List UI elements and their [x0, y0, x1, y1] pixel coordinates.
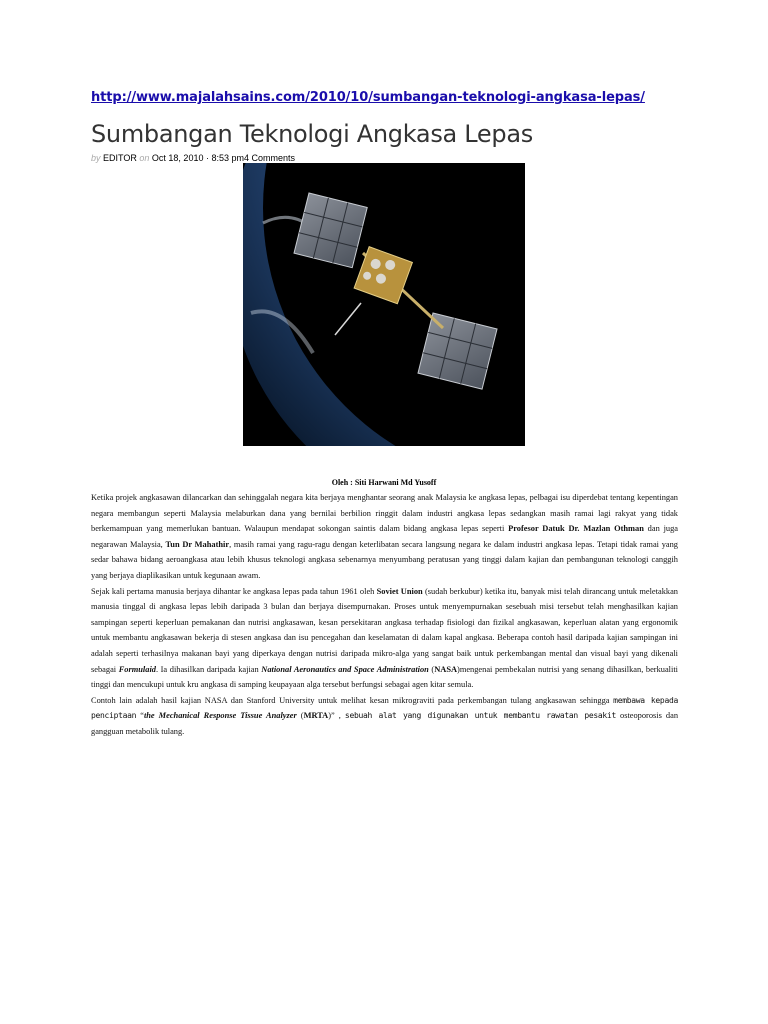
text-run: Contoh lain adalah hasil kajian NASA dan Stanford University untuk melihat kesan mikrograviti pada perkembangan tulang angkasawan sehingga: [91, 695, 614, 705]
text-run: )mengenai pembekalan nutrisi yang senang dihasilkan, berkualiti tinggi dan mencukupi untuk kru angkasa di samping keupayaan alga tersebut berfungsi sebagai agen kitar semula.: [91, 664, 678, 690]
article-meta: [91, 153, 295, 163]
meta-comments-link[interactable]: 4 Comments: [243, 153, 296, 163]
bold-name: Soviet Union: [376, 586, 423, 596]
article-byline: Oleh : Siti Harwani Md Yusoff: [331, 478, 437, 487]
meta-by: by: [91, 153, 101, 163]
text-run: . Ia dihasilkan daripada kajian: [155, 664, 262, 674]
text-run: (sudah berkubur) ketika itu, banyak misi telah dirancang untuk meletakkan manusia tinggal di angkasa lepas lebih daripada 3 bulan dan berjaya disempurnakan. Proses untuk menyempurnakan sesebuah misi tersebut telah menghasilkan kajian sampingan seperti keperluan pemakanan dan nutrisi angkasawan, kesan persekitaran angkasa terhadap fisiologi dan fizikal angkasawan, keperluan alatan yang ergonomik untuk membantu angkasawan bekerja di stesen angkasa dan isu pencegahan dan keselamatan di dalam kapal angkasa. Beberapa contoh hasil daripada kajian sampingan ini adalah seperti terhasilnya makanan bayi yang diperkaya dengan nutrisi daripada mikro-alga yang sangat baik untuk perkembangan mental dan visual bayi yang dikenali sebagai: [91, 586, 678, 674]
bold-name: MRTA: [303, 711, 329, 721]
paragraph-3: [91, 693, 678, 740]
meta-author-link[interactable]: EDITOR: [103, 153, 137, 163]
text-run: )” ,: [328, 711, 345, 721]
text-run: (: [428, 664, 435, 674]
bold-italic-term: the Mechanical Response Tissue Analyzer: [143, 711, 297, 721]
article-body: [91, 490, 678, 740]
bold-italic-term: National Aeronautics and Space Administration: [261, 664, 429, 674]
satellite-earth-illustration: [243, 163, 525, 446]
bold-italic-term: Formulaid: [118, 664, 156, 674]
paragraph-1: [91, 490, 678, 584]
bold-name: Tun Dr Mahathir: [165, 539, 230, 549]
article-title: Sumbangan Teknologi Angkasa Lepas: [91, 120, 533, 148]
text-run: (: [296, 711, 304, 721]
text-run: osteoporosis dan gangguan metabolik tulang.: [91, 711, 679, 736]
text-run: dan juga negarawan Malaysia,: [91, 524, 678, 549]
text-run: Ketika projek angkasawan dilancarkan dan sehinggalah negara kita berjaya menghantar seorang anak Malaysia ke angkasa lepas, pelbagai isu diperdebat tentang kepentingan negara membangun seperti Malaysia melaburkan dana yang bernilai berbilion ringgit dalam industri angkasa lepas sedangkan masih ramai lagi rakyat yang tidak berkemampuan yang memerlukan bantuan. Walaupun mendapat sokongan saintis dalam bidang angkasa lepas seperti: [91, 493, 678, 534]
source-url-link[interactable]: http://www.majalahsains.com/2010/10/sumbangan-teknologi-angkasa-lepas/: [91, 90, 645, 105]
meta-on: on: [139, 153, 150, 163]
handwritten-run: sebuah alat yang digunakan untuk membantu rawatan pesakit: [344, 711, 616, 721]
text-run: , masih ramai yang ragu-ragu dengan keterlibatan secara langsung negara ke dalam industri angkasa lepas. Tetapi tidak ramai yang sedar bahawa bidang aeroangkasa atau lebih khusus teknologi angkasa sebenarnya menyumbang peratusan yang tinggi dalam kajian dan pembangunan teknologi canggih yang berjaya diaplikasikan untuk kegunaan awam.: [91, 539, 678, 580]
text-run: “: [136, 711, 144, 721]
handwritten-run: membawa kepada penciptaan: [91, 695, 678, 721]
text-run: Sejak kali pertama manusia berjaya dihantar ke angkasa lepas pada tahun 1961 oleh: [91, 586, 377, 596]
satellite-image: [243, 163, 525, 446]
meta-date: Oct 18, 2010 · 8:53 pm: [151, 153, 244, 163]
bold-name: Profesor Datuk Dr. Mazlan Othman: [508, 524, 644, 534]
paragraph-2: [91, 584, 678, 693]
bold-name: NASA: [434, 664, 458, 674]
